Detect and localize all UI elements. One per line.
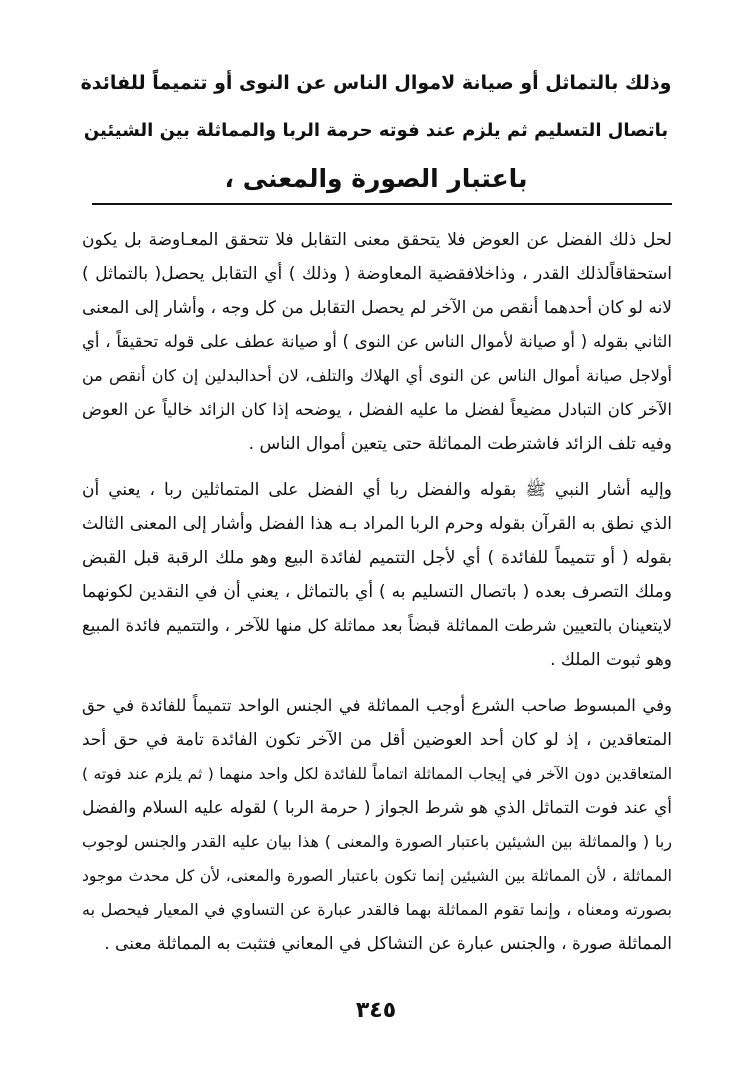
matn-line-2: باتصال التسليم ثم يلزم عند فوته حرمة الربا والمماثلة بين الشيئين: [83, 120, 669, 141]
sharh-line: المتعاقدين ، إذ لو كان أحد العوضين أقل من الآخر تكون الفائدة تامة في حق أحد: [82, 730, 672, 750]
sharh-line: ربا ( والمماثلة بين الشيئين باعتبار الصورة والمعنى ) هذا بيان عليه القدر والجنس لوجوب: [82, 832, 672, 851]
matn-line-3: باعتبار الصورة والمعنى ،: [224, 164, 528, 193]
sharh-line: وملك التصرف بعده ( باتصال التسليم به ) أي بالتماثل ، يعني أن في النقدين لكونهما: [82, 582, 672, 602]
sharh-line: لحل ذلك الفضل عن العوض فلا يتحقق معنى التقابل فلا تتحقق المعـاوضة بل يكون: [82, 230, 672, 250]
sharh-line: وإليه أشار النبي ﷺ بقوله والفضل ربا أي الفضل على المتماثلين ربا ، يعني أن: [82, 480, 672, 500]
sharh-line: الثاني بقوله ( أو صيانة لأموال الناس عن النوى ) أو صيانة عطف على قوله تحقيقاً ، أي: [82, 332, 672, 351]
sharh-line: بقوله ( أو تتميماً للفائدة ) أي لأجل التتميم لفائدة البيع وهو ملك الرقبة قبل القبض: [82, 548, 672, 568]
sharh-line: الذي نطق به القرآن بقوله وحرم الربا المراد بـه هذا الفضل وأشار إلى المعنى الثالث: [82, 514, 672, 534]
sharh-line: لانه لو كان أحدهما أنقص من الآخر لم يحصل التقابل من كل وجه ، وأشار إلى المعنى: [82, 298, 672, 318]
page-number: ٣٤٥: [355, 998, 397, 1023]
sharh-line: الآخر كان التبادل مضيعاً لفضل ما عليه الفضل ، يوضحه إذا كان الزائد خالياً عن العوض: [82, 400, 672, 419]
divider-rule: [92, 203, 672, 205]
sharh-line: لايتعينان بالتعيين شرطت المماثلة قبضاً بعد مماثلة كل منها للآخر ، والتتميم فائدة المبيع: [82, 616, 672, 635]
sharh-line: أي عند فوت التماثل الذي هو شرط الجواز ( حرمة الربا ) لقوله عليه السلام والفضل: [82, 798, 672, 818]
sharh-line: وهو ثبوت الملك .: [550, 650, 672, 670]
sharh-line: وفي المبسوط صاحب الشرع أوجب المماثلة في الجنس الواحد تتميماً للفائدة في حق: [82, 696, 672, 715]
sharh-line: المماثلة صورة ، والجنس عبارة عن التشاكل في المعاني فتثبت به المماثلة معنى .: [104, 934, 672, 954]
sharh-line: وفيه تلف الزائد فاشترطت المماثلة حتى يتعين أموال الناس .: [248, 434, 672, 454]
sharh-line: أولاجل صيانة أموال الناس عن النوى أي الهلاك والتلف، لان أحدالبدلين إن كان أنقص من: [82, 366, 672, 385]
sharh-line: بصورته ومعناه ، وإنما تقوم المماثلة بهما فالقدر عبارة عن التساوي في المعيار فيحصل به: [82, 900, 672, 919]
sharh-line: المتعاقدين دون الآخر في إيجاب المماثلة اتماماً للفائدة لكل واحد منهما ( ثم يلزم عند فوته ): [82, 765, 672, 783]
sharh-line: استحقاقاًلذلك القدر ، وذاخلافقضية المعاوضة ( وذلك ) أي التقابل يحصل( بالتماثل ): [82, 264, 672, 284]
sharh-line: المماثلة ، لأن المماثلة بين الشيئين إنما تكون باعتبار الصورة والمعنى، لأن كل محدث موجود: [82, 867, 672, 885]
matn-line-1: وذلك بالتماثل أو صيانة لاموال الناس عن النوى أو تتميماً للفائدة: [80, 72, 672, 94]
